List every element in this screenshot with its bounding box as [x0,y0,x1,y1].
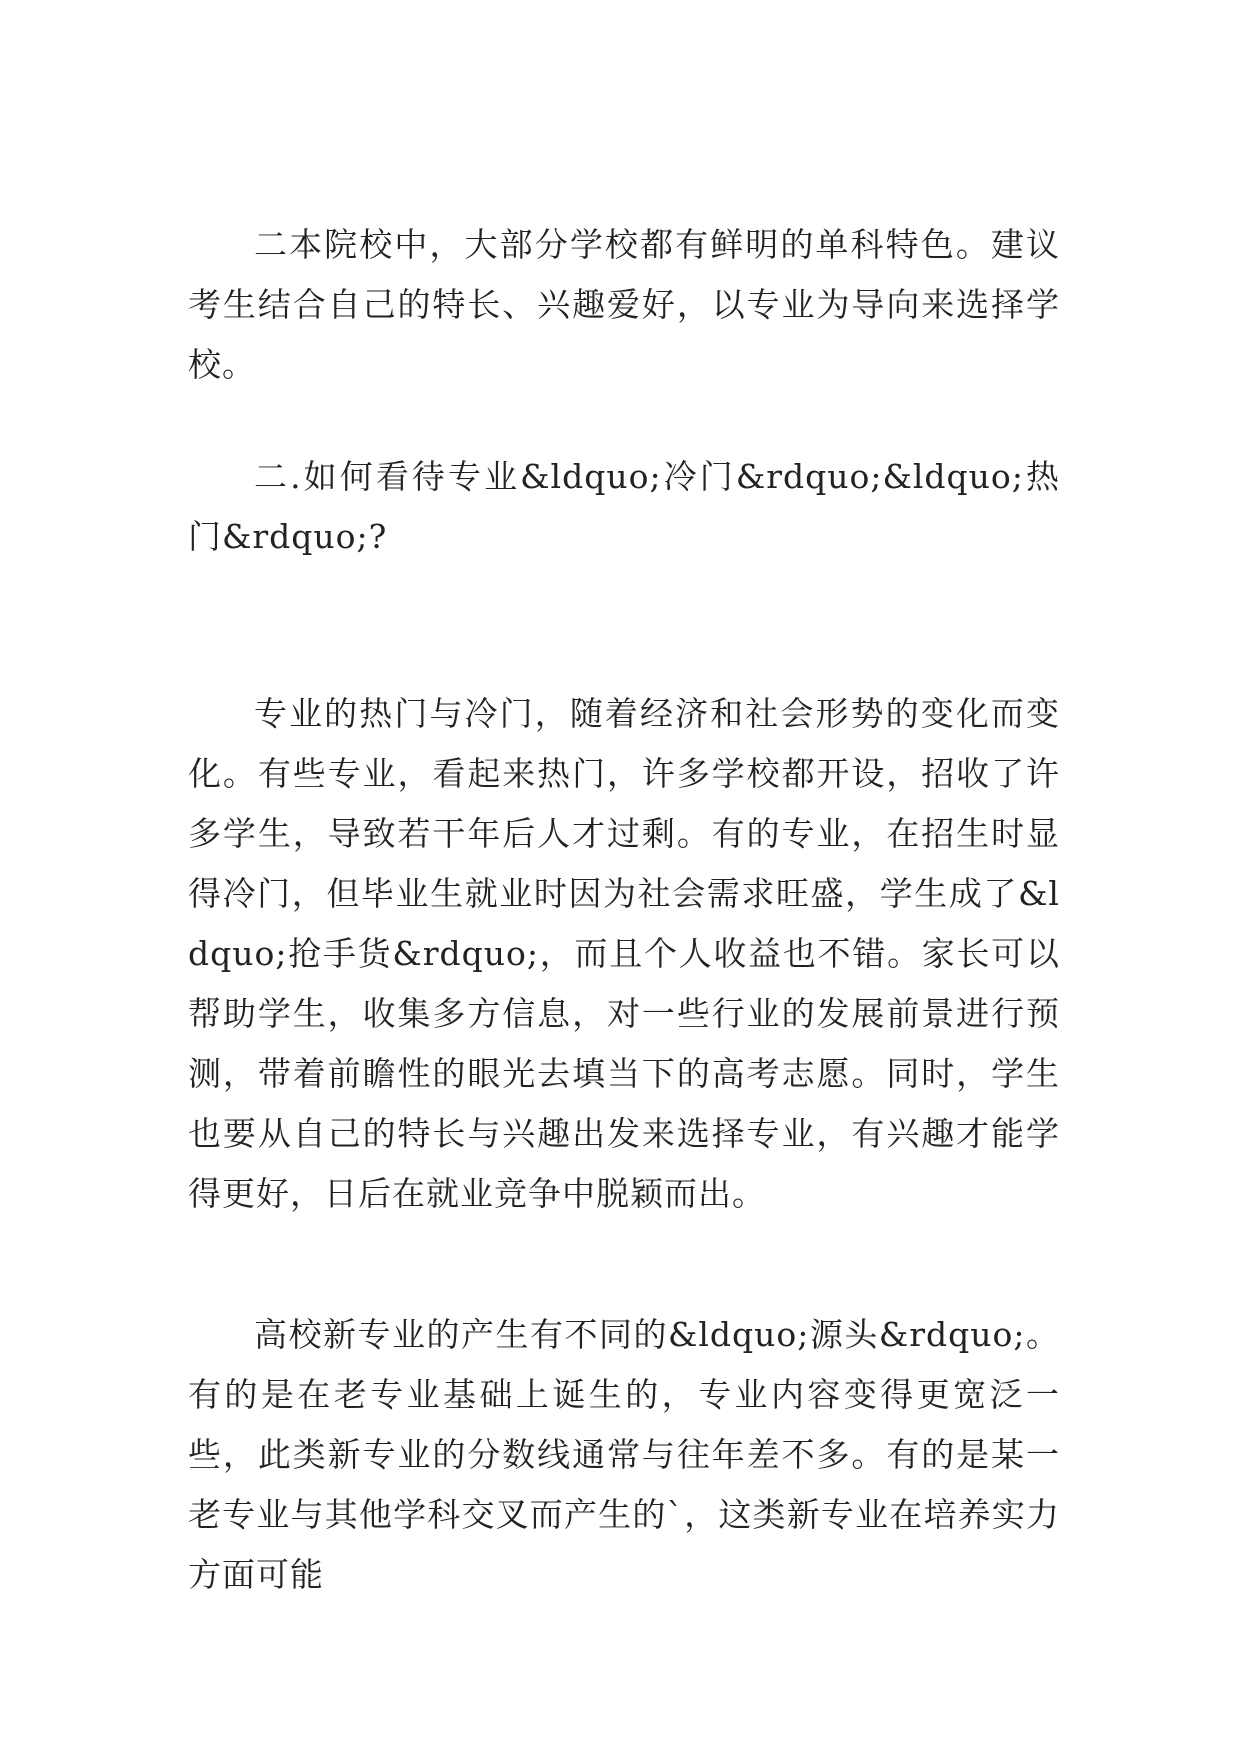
section-heading-hot-cold-majors: 二.如何看待专业&ldquo;冷门&rdquo;&ldquo;热门&rdquo;? [188,457,1060,556]
paragraph-new-majors: 高校新专业的产生有不同的&ldquo;源头&rdquo;。有的是在老专业基础上诞生的，专业内容变得更宽泛一些，此类新专业的分数线通常与往年差不多。有的是某一老专业与其他学科交叉而产生的`，这类新专业在培养实力方面可能 [188,1315,1060,1594]
paragraph-school-selection: 二本院校中，大部分学校都有鲜明的单科特色。建议考生结合自己的特长、兴趣爱好，以专业为导向来选择学校。 [188,225,1060,384]
paragraph-hot-cold-majors: 专业的热门与冷门，随着经济和社会形势的变化而变化。有些专业，看起来热门，许多学校都开设，招收了许多学生，导致若干年后人才过剩。有的专业，在招生时显得冷门，但毕业生就业时因为社会需求旺盛，学生成了&ldquo;抢手货&rdquo;，而且个人收益也不错。家长可以帮助学生，收集多方信息，对一些行业的发展前景进行预测，带着前瞻性的眼光去填当下的高考志愿。同时，学生也要从自己的特长与兴趣出发来选择专业，有兴趣才能学得更好，日后在就业竞争中脱颖而出。 [188,694,1060,1213]
